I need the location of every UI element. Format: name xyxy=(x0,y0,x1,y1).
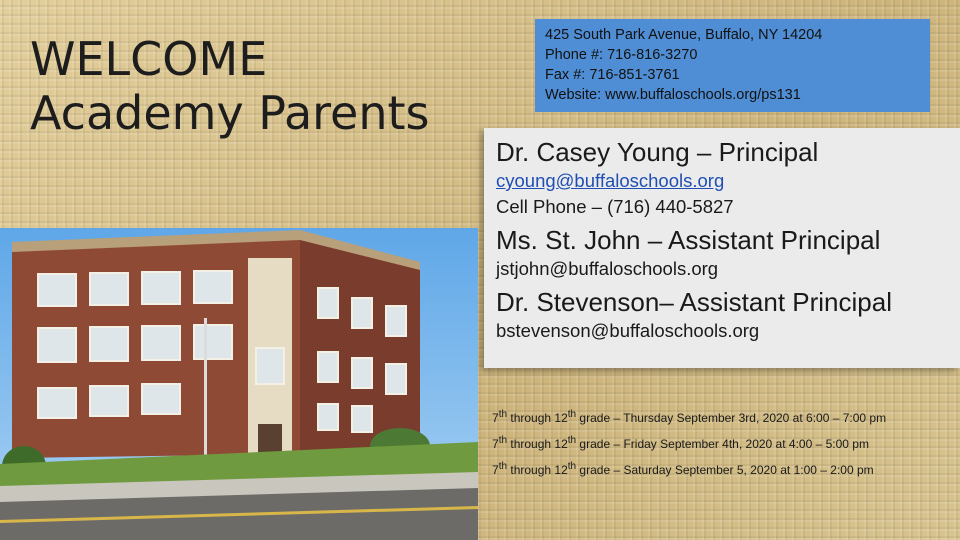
event-text: 7th through 12th grade – Thursday September 3rd, 2020 at 6:00 – 7:00 pm xyxy=(492,409,887,425)
principal-name: Dr. Casey Young – Principal xyxy=(496,137,819,167)
assistant-principal-2-name: Dr. Stevenson– Assistant Principal xyxy=(496,287,892,317)
website[interactable]: Website: www.buffaloschools.org/ps131 xyxy=(545,87,801,103)
assistant-principal-1-email: jstjohn@buffaloschools.org xyxy=(496,258,719,279)
phone-number: Phone #: 716-816-3270 xyxy=(545,47,698,63)
school-building-photo xyxy=(0,228,478,540)
list-item xyxy=(474,404,886,430)
fax-number: Fax #: 716-851-3761 xyxy=(545,67,680,83)
street-address: 425 South Park Avenue, Buffalo, NY 14204 xyxy=(545,27,823,43)
assistant-principal-2-email: bstevenson@buffaloschools.org xyxy=(496,320,760,341)
principal-cell-phone: Cell Phone – (716) 440-5827 xyxy=(496,196,734,217)
page-title xyxy=(30,32,430,140)
principal-email-link[interactable]: cyoung@buffaloschools.org xyxy=(496,170,725,191)
assistant-principal-1-name: Ms. St. John – Assistant Principal xyxy=(496,225,881,255)
title-line-welcome: WELCOME xyxy=(30,32,268,86)
list-item xyxy=(474,430,886,456)
event-text: 7th through 12th grade – Saturday September 5, 2020 at 1:00 – 2:00 pm xyxy=(492,461,874,477)
event-text: 7th through 12th grade – Friday September 4th, 2020 at 4:00 – 5:00 pm xyxy=(492,435,869,451)
contact-panel xyxy=(484,128,960,368)
school-address-box xyxy=(535,19,930,112)
list-item xyxy=(474,456,886,482)
open-house-schedule xyxy=(474,404,886,482)
title-line-academy-parents: Academy Parents xyxy=(30,86,430,140)
